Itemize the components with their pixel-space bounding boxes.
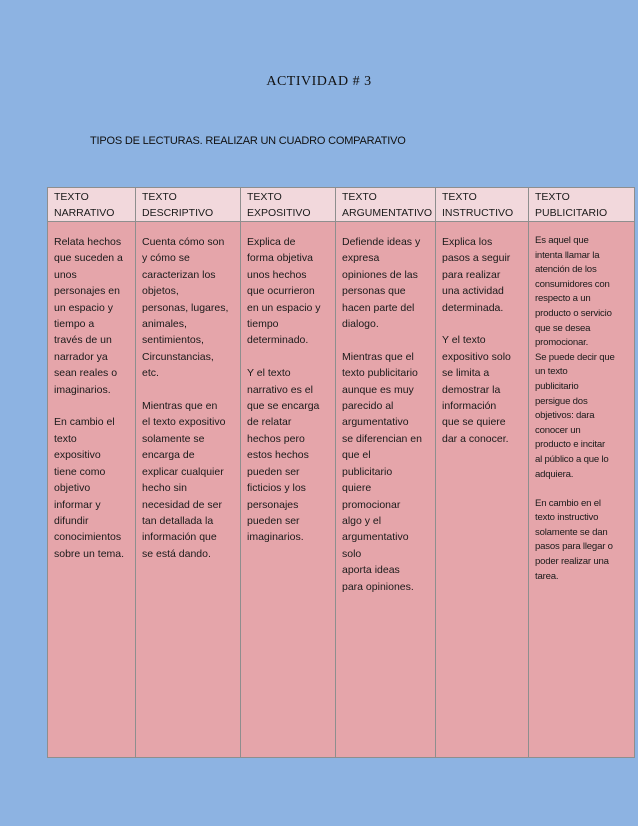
cell-texto-instructivo: Explica los pasos a seguir para realizar una actividad determinada. Y el texto expositivo solo se limita a demostrar la información que se quiere dar a conocer. (436, 222, 529, 758)
cell-texto-publicitario: Es aquel que intenta llamar la atención de los consumidores con respecto a un producto o servicio que se desea promocionar. Se puede decir que un texto publicitario persigue dos objetivos: dara conocer un producto e incitar al público a que lo adquiera. En cambio en el texto instructivo solamente se dan pasos para llegar o poder realizar una tarea. (529, 222, 635, 758)
header-texto-argumentativo: TEXTO ARGUMENTATIVO (336, 188, 436, 222)
header-texto-publicitario: TEXTO PUBLICITARIO (529, 188, 635, 222)
page-title: ACTIVIDAD # 3 (266, 74, 372, 89)
table-header-row (48, 188, 635, 222)
cell-texto-argumentativo: Defiende ideas y expresa opiniones de las personas que hacen parte del dialogo. Mientras que el texto publicitario aunque es muy parecido al argumentativo se diferencian en que el publicitario quiere promocionar algo y el argumentativo solo aporta ideas para opiniones. (336, 222, 436, 758)
comparison-table (47, 187, 635, 758)
header-texto-narrativo: TEXTO NARRATIVO (48, 188, 136, 222)
cell-texto-expositivo: Explica de forma objetiva unos hechos que ocurrieron en un espacio y tiempo determinado. Y el texto narrativo es el que se encarga de relatar hechos pero estos hechos pueden ser ficticios y los personajes pueden ser imaginarios. (241, 222, 336, 758)
header-texto-expositivo: TEXTO EXPOSITIVO (241, 188, 336, 222)
cell-texto-descriptivo: Cuenta cómo son y cómo se caracterizan los objetos, personas, lugares, animales, sentimientos, Circunstancias, etc. Mientras que en el texto expositivo solamente se encarga de explicar cualquier hecho sin necesidad de ser tan detallada la información que se está dando. (136, 222, 241, 758)
header-texto-descriptivo: TEXTO DESCRIPTIVO (136, 188, 241, 222)
activity-instructions: TIPOS DE LECTURAS. REALIZAR UN CUADRO COMPARATIVO (90, 135, 406, 147)
table-row (48, 222, 635, 758)
header-texto-instructivo: TEXTO INSTRUCTIVO (436, 188, 529, 222)
cell-texto-narrativo: Relata hechos que suceden a unos personajes en un espacio y tiempo a través de un narrador ya sean reales o imaginarios. En cambio el texto expositivo tiene como objetivo informar y difundir conocimientos sobre un tema. (48, 222, 136, 758)
